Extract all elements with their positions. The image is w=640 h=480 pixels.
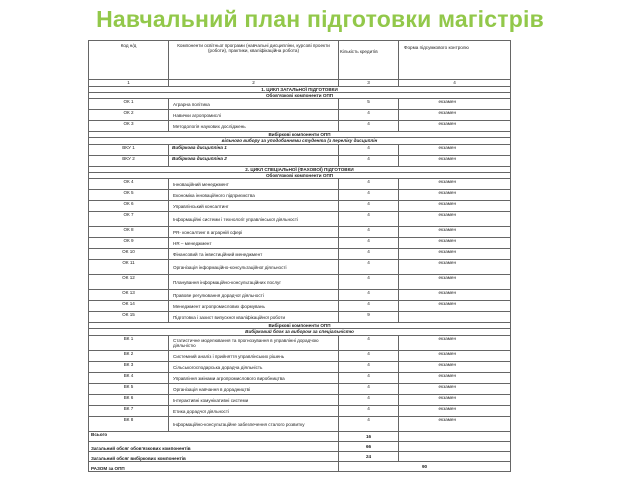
row-code: ВК 7 xyxy=(89,406,169,417)
row-credits: 4 xyxy=(339,238,399,249)
row-form: екзамен xyxy=(399,362,511,373)
row-name: Навички агропромислі xyxy=(169,110,339,121)
row-code: ОК 10 xyxy=(89,249,169,260)
row-form: екзамен xyxy=(399,145,511,156)
row-form: екзамен xyxy=(399,121,511,132)
row-name: Підготовка і захист випускної кваліфікаційної роботи xyxy=(169,312,339,323)
total-mandatory-value: 66 xyxy=(339,442,399,452)
row-code: ОК 2 xyxy=(89,110,169,121)
row-code: ОК 11 xyxy=(89,260,169,275)
row-code: ВК 3 xyxy=(89,362,169,373)
row-credits: 4 xyxy=(339,362,399,373)
table-row xyxy=(89,417,511,432)
total-grand-value: 90 xyxy=(339,462,511,472)
row-form: екзамен xyxy=(399,301,511,312)
header-form: Форма підсумкового контролю xyxy=(399,41,511,80)
table-row xyxy=(89,190,511,201)
table-row xyxy=(89,227,511,238)
table-row xyxy=(89,110,511,121)
header-code: Код н/д xyxy=(89,41,169,80)
total-row xyxy=(89,442,511,452)
row-form: екзамен xyxy=(399,201,511,212)
row-credits: 4 xyxy=(339,249,399,260)
row-form: екзамен xyxy=(399,179,511,190)
table-row xyxy=(89,179,511,190)
row-name: Організація інформаційно-консультаційної діяльності xyxy=(169,260,339,275)
row-form: екзамен xyxy=(399,384,511,395)
row-credits: 4 xyxy=(339,275,399,290)
row-credits: 4 xyxy=(339,201,399,212)
table-row xyxy=(89,275,511,290)
row-name: Вибіркова дисципліна 2 xyxy=(169,156,339,167)
total-sum-label: Всього xyxy=(89,432,339,442)
total-elective-label: Загальний обсяг вибіркових компонентів xyxy=(89,452,339,462)
row-name: Правове регулювання дорадчої діяльності xyxy=(169,290,339,301)
table-row xyxy=(89,156,511,167)
row-name: Статистичне моделювання та прогнозування в управлінні дорадчою діяльністю xyxy=(169,336,339,351)
table-row xyxy=(89,301,511,312)
table-row xyxy=(89,312,511,323)
row-code: ВК 2 xyxy=(89,351,169,362)
row-credits: 4 xyxy=(339,301,399,312)
row-code: ВКУ 1 xyxy=(89,145,169,156)
row-credits: 4 xyxy=(339,373,399,384)
total-grand-label: РАЗОМ за ОПП xyxy=(89,462,339,472)
section-elective-opp2: Вибіркові компоненти ОПП xyxy=(89,323,511,329)
row-name: Етика дорадчої діяльності xyxy=(169,406,339,417)
section-row xyxy=(89,329,511,336)
total-row xyxy=(89,462,511,472)
row-credits: 4 xyxy=(339,417,399,432)
row-credits: 9 xyxy=(339,312,399,323)
row-form: екзамен xyxy=(399,190,511,201)
table-row xyxy=(89,351,511,362)
row-name: Інтерактивні комунікативні системи xyxy=(169,395,339,406)
row-name: Управлінський консалтинг xyxy=(169,201,339,212)
row-credits: 4 xyxy=(339,384,399,395)
row-form: екзамен xyxy=(399,227,511,238)
section-cycle1: 1. ЦИКЛ ЗАГАЛЬНОЇ ПІДГОТОВКИ xyxy=(89,87,511,93)
row-form: екзамен xyxy=(399,290,511,301)
table-row xyxy=(89,336,511,351)
row-credits: 4 xyxy=(339,145,399,156)
row-name: Інформаційно-консультаційне забезпечення сталого розвитку xyxy=(169,417,339,432)
row-name: Інноваційний менеджмент xyxy=(169,179,339,190)
row-code: ОК 4 xyxy=(89,179,169,190)
colnum: 2 xyxy=(169,80,339,87)
row-credits: 4 xyxy=(339,190,399,201)
table-row xyxy=(89,99,511,110)
row-code: ОК 5 xyxy=(89,190,169,201)
row-form: екзамен xyxy=(399,373,511,384)
table-row xyxy=(89,145,511,156)
curriculum-table xyxy=(88,40,511,472)
row-form: екзамен xyxy=(399,249,511,260)
row-form: екзамен xyxy=(399,336,511,351)
total-sum-value: 16 xyxy=(339,432,399,442)
row-credits: 4 xyxy=(339,406,399,417)
table-row xyxy=(89,395,511,406)
total-mandatory-label: Загальний обсяг обов'язкових компонентів xyxy=(89,442,339,452)
header-row xyxy=(89,41,511,80)
row-name: Інформаційні системи і технології управлінської діяльності xyxy=(169,212,339,227)
page-title: Навчальний план підготовки магістрів xyxy=(96,6,544,32)
row-form: екзамен xyxy=(399,351,511,362)
row-credits: 4 xyxy=(339,110,399,121)
table-row xyxy=(89,121,511,132)
section-elective-opp: Вибіркові компоненти ОПП xyxy=(89,132,511,138)
row-code: ОК 9 xyxy=(89,238,169,249)
row-credits: 5 xyxy=(339,99,399,110)
row-form: екзамен xyxy=(399,406,511,417)
section-row xyxy=(89,138,511,145)
row-code: ВК 5 xyxy=(89,384,169,395)
row-code: ВКУ 2 xyxy=(89,156,169,167)
header-credits: Кількість кредитів xyxy=(339,41,399,80)
row-credits: 4 xyxy=(339,260,399,275)
row-name: Системний аналіз і прийняття управлінських рішень xyxy=(169,351,339,362)
row-credits: 4 xyxy=(339,290,399,301)
row-name: Методологія наукових досліджень xyxy=(169,121,339,132)
table-row xyxy=(89,290,511,301)
row-code: ОК 1 xyxy=(89,99,169,110)
row-form: екзамен xyxy=(399,417,511,432)
row-name: Організація навчання в дорадництві xyxy=(169,384,339,395)
table-row xyxy=(89,384,511,395)
row-name: Фінансовий та інвестиційний менеджмент xyxy=(169,249,339,260)
row-code: ОК 15 xyxy=(89,312,169,323)
row-credits: 4 xyxy=(339,179,399,190)
table-row xyxy=(89,212,511,227)
row-name: PR- консалтинг в аграрній сфері xyxy=(169,227,339,238)
row-form xyxy=(399,312,511,323)
row-code: ВК 6 xyxy=(89,395,169,406)
table-row xyxy=(89,373,511,384)
row-name: Сільськогосподарська дорадча діяльність xyxy=(169,362,339,373)
row-code: ОК 12 xyxy=(89,275,169,290)
section-cycle2: 2. ЦИКЛ СПЕЦІАЛЬНОЇ (ФАХОВОЇ) ПІДГОТОВКИ xyxy=(89,167,511,173)
row-credits: 4 xyxy=(339,121,399,132)
row-form: екзамен xyxy=(399,212,511,227)
row-code: ВК 8 xyxy=(89,417,169,432)
row-form: екзамен xyxy=(399,395,511,406)
total-elective-value: 24 xyxy=(339,452,399,462)
row-credits: 4 xyxy=(339,351,399,362)
row-code: ОК 13 xyxy=(89,290,169,301)
row-name: Менеджмент агропромислових формувань xyxy=(169,301,339,312)
row-form: екзамен xyxy=(399,275,511,290)
section-mandatory: Обов'язкові компоненти ОПП xyxy=(89,93,511,99)
total-row xyxy=(89,432,511,442)
total-row xyxy=(89,452,511,462)
table-row xyxy=(89,406,511,417)
table-row xyxy=(89,362,511,373)
row-code: ОК 14 xyxy=(89,301,169,312)
colnum: 3 xyxy=(339,80,399,87)
row-form: екзамен xyxy=(399,110,511,121)
table-row xyxy=(89,249,511,260)
table-row xyxy=(89,260,511,275)
table-row xyxy=(89,238,511,249)
row-code: ОК 7 xyxy=(89,212,169,227)
row-name: Управління змінами агропромислового виробництва xyxy=(169,373,339,384)
section-free-choice: вільного вибору за уподобаннями студента (з переліку дисциплін xyxy=(89,138,511,145)
section-mandatory2: Обов'язкові компоненти ОПП xyxy=(89,173,511,179)
row-code: ОК 8 xyxy=(89,227,169,238)
colnum: 4 xyxy=(399,80,511,87)
column-numbers-row xyxy=(89,80,511,87)
row-credits: 4 xyxy=(339,212,399,227)
row-code: ВК 4 xyxy=(89,373,169,384)
row-credits: 4 xyxy=(339,227,399,238)
row-name: Планування інформаційно-консультаційних послуг xyxy=(169,275,339,290)
row-form: екзамен xyxy=(399,238,511,249)
row-credits: 4 xyxy=(339,395,399,406)
row-credits: 4 xyxy=(339,156,399,167)
colnum: 1 xyxy=(89,80,169,87)
row-name: Економіка інноваційного підприємства xyxy=(169,190,339,201)
table-row xyxy=(89,201,511,212)
row-code: ОК 6 xyxy=(89,201,169,212)
row-name: Аграрна політика xyxy=(169,99,339,110)
row-form: екзамен xyxy=(399,156,511,167)
header-name: Компоненти освітньої програми (навчальні дисципліни, курсові проекти (роботи), практики, кваліфікаційна робота) xyxy=(169,41,339,80)
row-code: ОК 3 xyxy=(89,121,169,132)
section-elective-block: Вибірковий блок за вибором за спеціальністю xyxy=(89,329,511,336)
row-credits: 4 xyxy=(339,336,399,351)
row-form: екзамен xyxy=(399,260,511,275)
row-form: екзамен xyxy=(399,99,511,110)
row-code: ВК 1 xyxy=(89,336,169,351)
row-name: HR – менеджмент xyxy=(169,238,339,249)
row-name: Вибіркова дисципліна 1 xyxy=(169,145,339,156)
